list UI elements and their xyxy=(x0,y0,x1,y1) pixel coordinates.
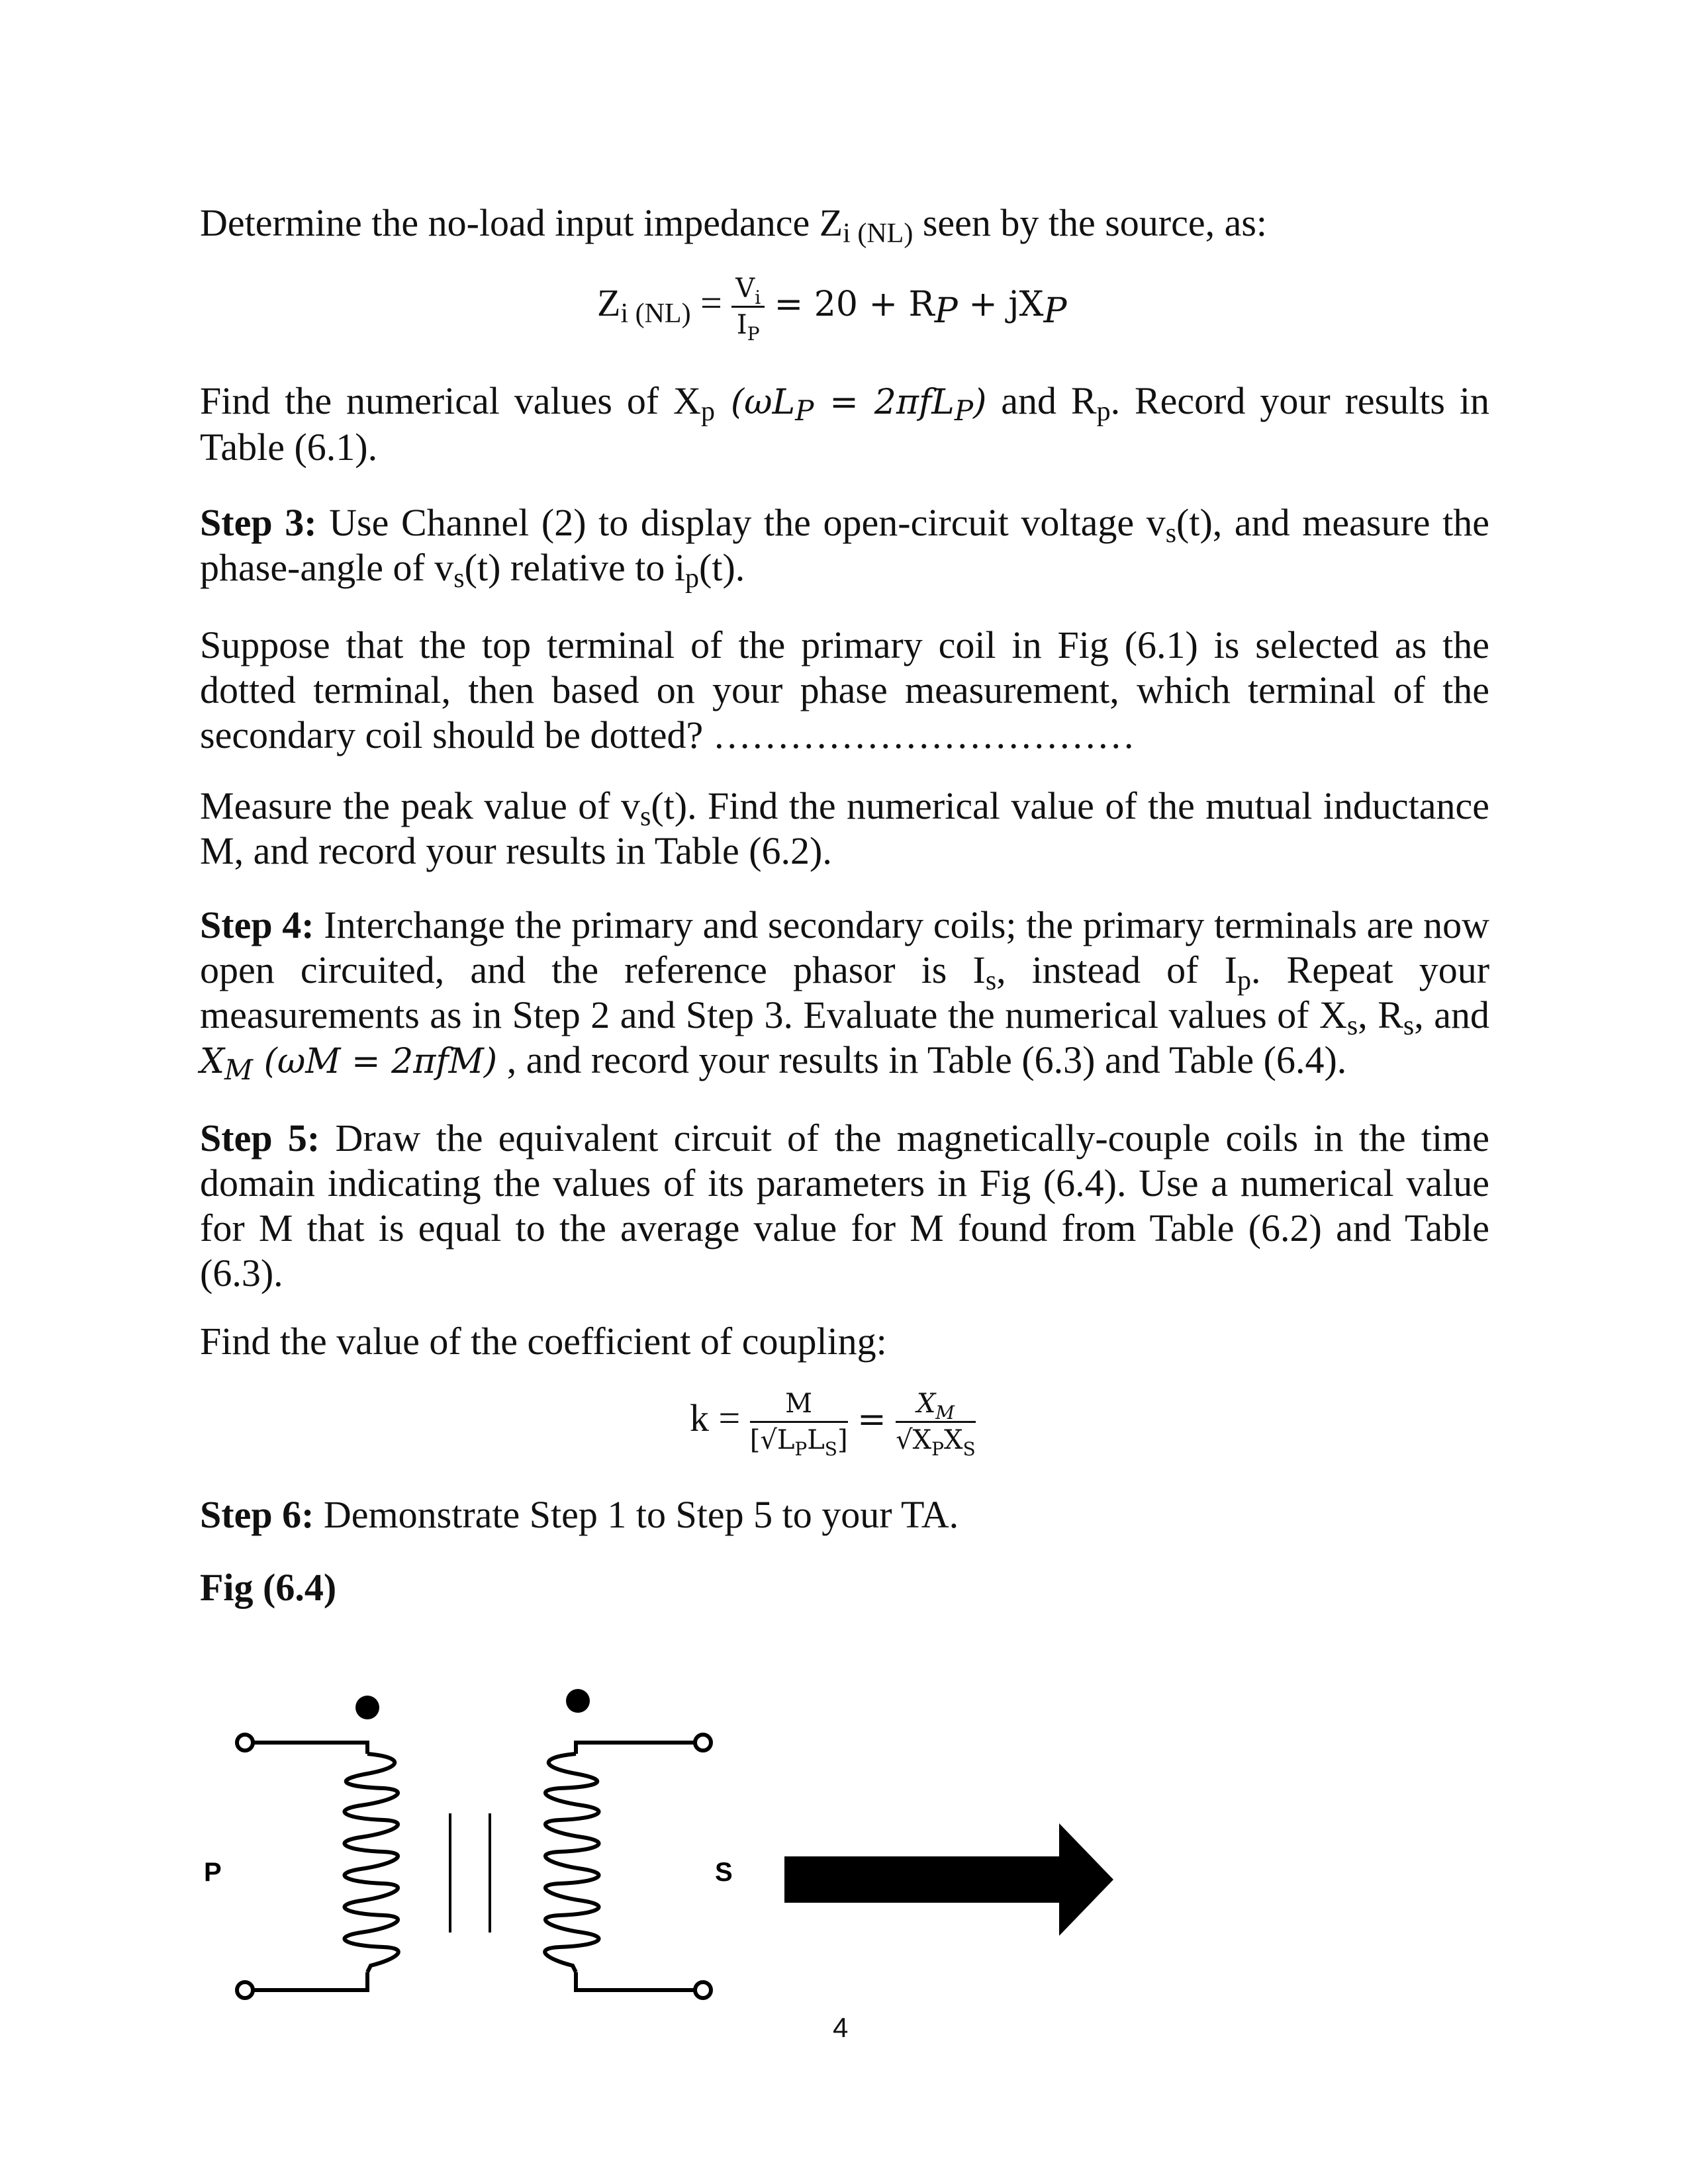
primary-dot-icon xyxy=(355,1696,379,1719)
secondary-coil xyxy=(545,1754,598,1972)
primary-coil xyxy=(344,1754,398,1972)
secondary-bottom-wire xyxy=(576,1972,695,1990)
label-s: S xyxy=(715,1858,733,1887)
right-arrow-icon xyxy=(784,1823,1113,1936)
coupling-paragraph: Find the value of the coefficient of coupling: xyxy=(200,1320,887,1363)
label-p: P xyxy=(204,1858,222,1887)
primary-top-terminal xyxy=(237,1735,253,1751)
secondary-dot-icon xyxy=(566,1689,590,1713)
page-number: 4 xyxy=(833,2012,849,2043)
step-5-label: Step 5: xyxy=(200,1116,320,1160)
primary-bottom-terminal xyxy=(237,1982,253,1998)
primary-top-wire xyxy=(253,1743,367,1754)
step-6-paragraph: Step 6: Demonstrate Step 1 to Step 5 to your TA. xyxy=(200,1493,959,1536)
step-3-label: Step 3: xyxy=(200,501,317,544)
figure-caption: Fig (6.4) xyxy=(200,1566,337,1609)
impedance-equation: $Z_{i (NL)}$ = $\frac{V_i}{I_P}$ = $20 + R_P + jX_P$ xyxy=(597,271,1067,342)
secondary-bottom-terminal xyxy=(695,1982,711,1998)
dotted-terminal-paragraph: Suppose that the top terminal of the primary coil in Fig (6.1) is selected as the dotted terminal, then based on your phase measurement, which terminal of the secondary coil should be dotted? …………………………… xyxy=(200,623,1489,756)
step-4-label: Step 4: xyxy=(200,903,314,946)
step-5-paragraph: Step 5: Draw the equivalent circuit of the magnetically-couple coils in the time domain indicating the values of its parameters in Fig (6.4). Use a numerical value for M that is equal to the average value for M found from Table (6.2) and Table (6.3). xyxy=(200,1116,1490,1295)
step-4-paragraph: Step 4: Interchange the primary and secondary coils; the primary terminals are now open circuited, and the reference phasor is $I_s$, instead of $I_p$. Repeat your measurements as in Step 2 and Step 3. Evaluate the numerical values of $X_s$, $R_s$, and $X_M$ (ωM = 2πfM) , and record your results in Table (6.3) and Table (6.4). xyxy=(200,903,1490,1086)
primary-bottom-wire xyxy=(253,1972,367,1990)
secondary-top-terminal xyxy=(695,1735,711,1751)
coupling-equation: k = $\frac{M}{[√L_PL_S]}$ = $\frac{X_M}{√X_PX_S}$ xyxy=(690,1387,976,1457)
secondary-top-wire xyxy=(576,1743,695,1754)
find-values-paragraph: Find the numerical values of $X_p$ $(\omega L_P = 2\pi fL_P)$ and $R_p$. Record your results in Table (6.1). xyxy=(200,379,1489,469)
step-6-label: Step 6: xyxy=(200,1493,314,1536)
step-3-paragraph: Step 3: Use Channel (2) to display the open-circuit voltage $v_s(t)$, and measure the phase-angle of $v_s(t)$ relative to $i_p(t)$. xyxy=(200,501,1489,594)
mutual-inductance-paragraph: Measure the peak value of $v_s(t)$. Find the numerical value of the mutual inductance M, and record your results in Table (6.2). xyxy=(200,784,1490,872)
intro-paragraph: Determine the no-load input impedance $Z_{i (NL)}$ seen by the source, as: xyxy=(200,201,1268,249)
